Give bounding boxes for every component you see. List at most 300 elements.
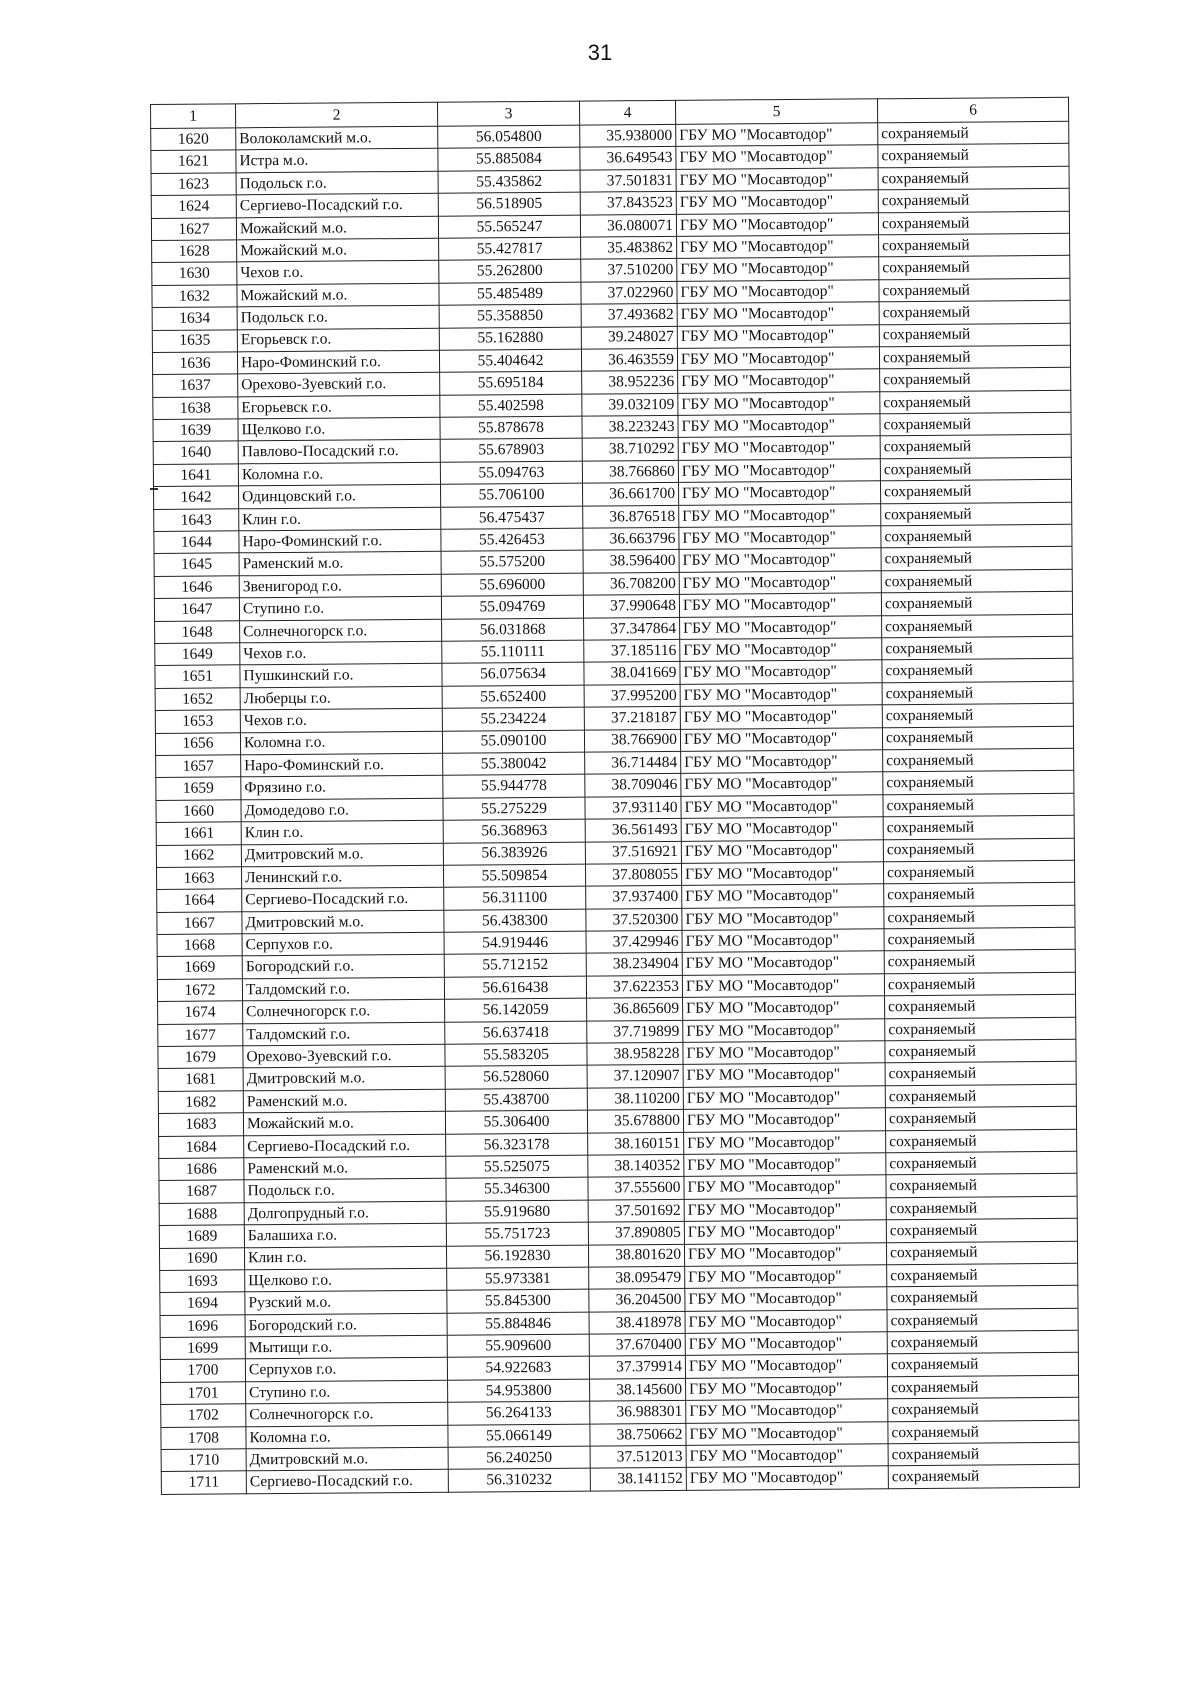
column-header: 3 [437,101,579,126]
row-id-cell: 1700 [160,1359,245,1382]
latitude-cell: 56.192830 [446,1245,588,1269]
latitude-cell: 55.435862 [438,170,580,194]
longitude-cell: 37.510200 [581,259,677,282]
municipality-cell: Фрязино г.о. [241,776,443,800]
status-cell: сохраняемый [878,121,1069,145]
latitude-cell: 55.404642 [439,349,581,373]
status-cell: сохраняемый [881,524,1072,548]
municipality-cell: Истра м.о. [236,149,438,173]
organization-cell: ГБУ МО "Мосавтодор" [685,1332,887,1356]
status-cell: сохраняемый [886,1151,1077,1175]
longitude-cell: 39.248027 [581,326,677,349]
status-cell: сохраняемый [882,614,1073,638]
municipality-cell: Долгопрудный г.о. [244,1201,446,1225]
latitude-cell: 55.695184 [440,371,582,395]
status-cell: сохраняемый [885,1039,1076,1063]
latitude-cell: 55.094763 [440,461,582,485]
organization-cell: ГБУ МО "Мосавтодор" [683,1086,885,1110]
longitude-cell: 36.988301 [590,1401,686,1424]
status-cell: сохраняемый [886,1241,1077,1265]
organization-cell: ГБУ МО "Мосавтодор" [676,168,878,192]
municipality-cell: Павлово-Посадский г.о. [238,440,440,464]
longitude-cell: 38.958228 [587,1042,683,1065]
municipality-cell: Богородский г.о. [245,1313,447,1337]
longitude-cell: 37.520300 [586,908,682,931]
data-table [150,97,1080,1495]
status-cell: сохраняемый [883,860,1074,884]
municipality-cell: Подольск г.о. [237,305,439,329]
municipality-cell: Щелково г.о. [245,1268,447,1292]
status-cell: сохраняемый [882,703,1073,727]
organization-cell: ГБУ МО "Мосавтодор" [677,257,879,281]
longitude-cell: 38.952236 [582,371,678,394]
table-body [151,121,1080,1494]
municipality-cell: Богородский г.о. [242,955,444,979]
status-cell: сохраняемый [885,1106,1076,1130]
row-id-cell: 1647 [154,598,239,621]
organization-cell: ГБУ МО "Мосавтодор" [678,436,880,460]
organization-cell: ГБУ МО "Мосавтодор" [680,705,882,729]
row-id-cell: 1674 [158,1001,243,1024]
status-cell: сохраняемый [880,480,1071,504]
status-cell: сохраняемый [885,1084,1076,1108]
organization-cell: ГБУ МО "Мосавтодор" [686,1399,888,1423]
latitude-cell: 54.919446 [444,931,586,955]
status-cell: сохраняемый [884,905,1075,929]
latitude-cell: 55.427817 [439,237,581,261]
municipality-cell: Сергиево-Посадский г.о. [244,1134,446,1158]
municipality-cell: Раменский м.о. [243,1089,445,1113]
latitude-cell: 56.240250 [448,1446,590,1470]
organization-cell: ГБУ МО "Мосавтодор" [678,459,880,483]
municipality-cell: Можайский м.о. [243,1111,445,1135]
status-cell: сохраняемый [884,883,1075,907]
latitude-cell: 55.094769 [441,595,583,619]
status-cell: сохраняемый [878,211,1069,235]
longitude-cell: 36.708200 [583,572,679,595]
longitude-cell: 37.670400 [589,1333,685,1356]
status-cell: сохраняемый [880,368,1071,392]
row-id-cell: 1643 [154,508,239,531]
longitude-cell: 37.501692 [588,1199,684,1222]
municipality-cell: Рузский м.о. [245,1291,447,1315]
status-cell: сохраняемый [888,1465,1079,1489]
row-id-cell: 1708 [161,1426,246,1449]
row-id-cell: 1645 [154,553,239,576]
municipality-cell: Егорьевск г.о. [237,328,439,352]
municipality-cell: Подольск г.о. [244,1179,446,1203]
organization-cell: ГБУ МО "Мосавтодор" [683,996,885,1020]
longitude-cell: 38.223243 [582,415,678,438]
status-cell: сохраняемый [883,793,1074,817]
organization-cell: ГБУ МО "Мосавтодор" [679,571,881,595]
latitude-cell: 55.712152 [444,954,586,978]
organization-cell: ГБУ МО "Мосавтодор" [677,280,879,304]
organization-cell: ГБУ МО "Мосавтодор" [685,1309,887,1333]
status-cell: сохраняемый [884,950,1075,974]
municipality-cell: Волоколамский м.о. [236,126,438,150]
latitude-cell: 55.919680 [446,1200,588,1224]
organization-cell: ГБУ МО "Мосавтодор" [685,1354,887,1378]
latitude-cell: 55.162880 [439,327,581,351]
status-cell: сохраняемый [882,681,1073,705]
row-id-cell: 1702 [161,1404,246,1427]
organization-cell: ГБУ МО "Мосавтодор" [686,1377,888,1401]
status-cell: сохраняемый [880,435,1071,459]
status-cell: сохраняемый [879,256,1070,280]
municipality-cell: Солнечногорск г.о. [240,619,442,643]
row-id-cell: 1701 [161,1382,246,1405]
row-id-cell: 1686 [159,1158,244,1181]
row-id-cell: 1656 [155,732,240,755]
organization-cell: ГБУ МО "Мосавтодор" [676,145,878,169]
longitude-cell: 38.041669 [584,662,680,685]
row-id-cell: 1699 [160,1337,245,1360]
row-id-cell: 1651 [155,665,240,688]
row-id-cell: 1659 [156,777,241,800]
row-id-cell: 1660 [156,800,241,823]
municipality-cell: Пушкинский г.о. [240,664,442,688]
municipality-cell: Солнечногорск г.о. [243,999,445,1023]
status-cell: сохраняемый [879,345,1070,369]
municipality-cell: Дмитровский м.о. [241,843,443,867]
municipality-cell: Чехов г.о. [240,708,442,732]
latitude-cell: 55.380042 [443,752,585,776]
organization-cell: ГБУ МО "Мосавтодор" [678,391,880,415]
longitude-cell: 38.234904 [586,953,682,976]
row-id-cell: 1646 [154,576,239,599]
longitude-cell: 38.095479 [589,1266,685,1289]
organization-cell: ГБУ МО "Мосавтодор" [684,1153,886,1177]
latitude-cell: 56.264133 [448,1401,590,1425]
organization-cell: ГБУ МО "Мосавтодор" [680,683,882,707]
row-id-cell: 1620 [151,128,236,151]
longitude-cell: 37.347864 [584,617,680,640]
column-header: 4 [579,100,675,125]
latitude-cell: 56.310232 [448,1469,590,1493]
municipality-cell: Подольск г.о. [236,171,438,195]
latitude-cell: 55.262800 [439,259,581,283]
row-id-cell: 1662 [156,844,241,867]
organization-cell: ГБУ МО "Мосавтодор" [678,369,880,393]
status-cell: сохраняемый [881,569,1072,593]
organization-cell: ГБУ МО "Мосавтодор" [685,1265,887,1289]
latitude-cell: 56.518905 [438,192,580,216]
row-id-cell: 1687 [159,1180,244,1203]
latitude-cell: 55.944778 [443,774,585,798]
municipality-cell: Солнечногорск г.о. [246,1402,448,1426]
row-id-cell: 1669 [157,956,242,979]
latitude-cell: 55.878678 [440,416,582,440]
row-id-cell: 1634 [152,307,237,330]
status-cell: сохраняемый [886,1129,1077,1153]
longitude-cell: 37.622353 [586,975,682,998]
municipality-cell: Мытищи г.о. [245,1335,447,1359]
status-cell: сохраняемый [879,323,1070,347]
longitude-cell: 39.032109 [582,393,678,416]
longitude-cell: 37.120907 [587,1065,683,1088]
municipality-cell: Дмитровский м.о. [242,910,444,934]
longitude-cell: 38.801620 [588,1244,684,1267]
status-cell: сохраняемый [887,1353,1078,1377]
municipality-cell: Егорьевск г.о. [238,395,440,419]
organization-cell: ГБУ МО "Мосавтодор" [682,884,884,908]
row-id-cell: 1649 [155,643,240,666]
latitude-cell: 55.696000 [441,573,583,597]
municipality-cell: Раменский м.о. [239,552,441,576]
municipality-cell: Можайский м.о. [237,283,439,307]
longitude-cell: 36.463559 [581,348,677,371]
row-id-cell: 1672 [157,979,242,1002]
latitude-cell: 56.528060 [445,1066,587,1090]
longitude-cell: 38.596400 [583,550,679,573]
municipality-cell: Люберцы г.о. [240,686,442,710]
row-id-cell: 1696 [160,1314,245,1337]
organization-cell: ГБУ МО "Мосавтодор" [681,817,883,841]
longitude-cell: 37.379914 [589,1356,685,1379]
longitude-cell: 37.990648 [583,595,679,618]
status-cell: сохраняемый [882,636,1073,660]
municipality-cell: Одинцовский г.о. [239,484,441,508]
latitude-cell: 54.922683 [447,1357,589,1381]
row-id-cell: 1636 [152,352,237,375]
municipality-cell: Наро-Фоминский г.о. [239,529,441,553]
organization-cell: ГБУ МО "Мосавтодор" [678,481,880,505]
row-id-cell: 1637 [153,374,238,397]
status-cell: сохраняемый [886,1174,1077,1198]
municipality-cell: Коломна г.о. [238,462,440,486]
municipality-cell: Дмитровский м.о. [243,1067,445,1091]
municipality-cell: Сергиево-Посадский г.о. [236,193,438,217]
municipality-cell: Коломна г.о. [240,731,442,755]
row-id-cell: 1642 [154,486,239,509]
longitude-cell: 38.418978 [589,1311,685,1334]
column-header: 1 [151,104,236,129]
row-id-cell: 1683 [158,1113,243,1136]
longitude-cell: 37.022960 [581,281,677,304]
latitude-cell: 56.616438 [444,976,586,1000]
municipality-cell: Домодедово г.о. [241,798,443,822]
column-header: 2 [236,102,438,128]
page-number: 31 [587,40,613,65]
municipality-cell: Орехово-Зуевский г.о. [238,373,440,397]
status-cell: сохраняемый [883,771,1074,795]
organization-cell: ГБУ МО "Мосавтодор" [680,660,882,684]
status-cell: сохраняемый [886,1218,1077,1242]
row-id-cell: 1682 [158,1091,243,1114]
municipality-cell: Наро-Фоминский г.о. [237,350,439,374]
longitude-cell: 38.145600 [590,1378,686,1401]
organization-cell: ГБУ МО "Мосавтодор" [686,1444,888,1468]
organization-cell: ГБУ МО "Мосавтодор" [685,1287,887,1311]
organization-cell: ГБУ МО "Мосавтодор" [682,929,884,953]
row-id-cell: 1632 [152,285,237,308]
organization-cell: ГБУ МО "Мосавтодор" [680,615,882,639]
organization-cell: ГБУ МО "Мосавтодор" [681,772,883,796]
longitude-cell: 37.512013 [590,1445,686,1468]
organization-cell: ГБУ МО "Мосавтодор" [677,324,879,348]
municipality-cell: Талдомский г.о. [243,1022,445,1046]
organization-cell: ГБУ МО "Мосавтодор" [683,1063,885,1087]
row-id-cell: 1663 [156,867,241,890]
status-cell: сохраняемый [883,748,1074,772]
row-id-cell: 1628 [152,240,237,263]
longitude-cell: 36.876518 [583,505,679,528]
row-id-cell: 1667 [157,911,242,934]
row-id-cell: 1661 [156,822,241,845]
organization-cell: ГБУ МО "Мосавтодор" [677,235,879,259]
row-id-cell: 1623 [151,173,236,196]
latitude-cell: 56.311100 [444,886,586,910]
row-id-cell: 1640 [153,441,238,464]
longitude-cell: 35.678800 [587,1110,683,1133]
organization-cell: ГБУ МО "Мосавтодор" [684,1175,886,1199]
longitude-cell: 37.995200 [584,684,680,707]
longitude-cell: 38.709046 [585,774,681,797]
latitude-cell: 54.953800 [448,1379,590,1403]
latitude-cell: 55.845300 [447,1289,589,1313]
organization-cell: ГБУ МО "Мосавтодор" [681,794,883,818]
latitude-cell: 55.909600 [447,1334,589,1358]
status-cell: сохраняемый [887,1308,1078,1332]
row-id-cell: 1644 [154,531,239,554]
status-cell: сохраняемый [881,547,1072,571]
longitude-cell: 36.865609 [587,998,683,1021]
organization-cell: ГБУ МО "Мосавтодор" [680,727,882,751]
status-cell: сохраняемый [882,726,1073,750]
row-id-cell: 1652 [155,688,240,711]
row-id-cell: 1664 [157,889,242,912]
longitude-cell: 37.931140 [585,796,681,819]
organization-cell: ГБУ МО "Мосавтодор" [677,302,879,326]
row-id-cell: 1710 [161,1449,246,1472]
latitude-cell: 56.054800 [438,125,580,149]
organization-cell: ГБУ МО "Мосавтодор" [677,347,879,371]
latitude-cell: 55.525075 [446,1155,588,1179]
organization-cell: ГБУ МО "Мосавтодор" [679,548,881,572]
longitude-cell: 37.185116 [584,639,680,662]
municipality-cell: Ступино г.о. [239,596,441,620]
municipality-cell: Дмитровский м.о. [246,1447,448,1471]
column-header: 6 [877,97,1068,122]
organization-cell: ГБУ МО "Мосавтодор" [683,1018,885,1042]
longitude-cell: 36.080071 [580,214,676,237]
status-cell: сохраняемый [882,659,1073,683]
status-cell: сохраняемый [885,994,1076,1018]
row-id-cell: 1641 [153,464,238,487]
row-id-cell: 1677 [158,1023,243,1046]
row-id-cell: 1648 [155,620,240,643]
row-id-cell: 1684 [159,1135,244,1158]
status-cell: сохраняемый [881,502,1072,526]
organization-cell: ГБУ МО "Мосавтодор" [684,1220,886,1244]
latitude-cell: 55.485489 [439,282,581,306]
latitude-cell: 55.066149 [448,1424,590,1448]
row-id-cell: 1630 [152,262,237,285]
status-cell: сохраняемый [878,144,1069,168]
row-id-cell: 1657 [156,755,241,778]
status-cell: сохраняемый [879,278,1070,302]
organization-cell: ГБУ МО "Мосавтодор" [682,974,884,998]
latitude-cell: 55.275229 [443,797,585,821]
status-cell: сохраняемый [883,838,1074,862]
status-cell: сохраняемый [888,1420,1079,1444]
latitude-cell: 56.438300 [444,909,586,933]
municipality-cell: Раменский м.о. [244,1156,446,1180]
latitude-cell: 55.426453 [441,528,583,552]
latitude-cell: 56.475437 [441,506,583,530]
status-cell: сохраняемый [887,1263,1078,1287]
latitude-cell: 55.234224 [442,707,584,731]
organization-cell: ГБУ МО "Мосавтодор" [683,1041,885,1065]
latitude-cell: 56.637418 [445,1021,587,1045]
row-id-cell: 1653 [155,710,240,733]
longitude-cell: 38.766860 [582,460,678,483]
row-id-cell: 1638 [153,397,238,420]
organization-cell: ГБУ МО "Мосавтодор" [681,750,883,774]
row-id-cell: 1694 [160,1292,245,1315]
row-id-cell: 1621 [151,150,236,173]
municipality-cell: Клин г.о. [239,507,441,531]
row-id-cell: 1693 [160,1270,245,1293]
municipality-cell: Талдомский г.о. [242,977,444,1001]
latitude-cell: 56.075634 [442,662,584,686]
municipality-cell: Сергиево-Посадский г.о. [246,1470,448,1494]
longitude-cell: 37.493682 [581,303,677,326]
status-cell: сохраняемый [878,188,1069,212]
organization-cell: ГБУ МО "Мосавтодор" [676,190,878,214]
status-cell: сохраняемый [885,1017,1076,1041]
column-header: 5 [675,99,877,125]
status-cell: сохраняемый [878,166,1069,190]
status-cell: сохраняемый [888,1398,1079,1422]
longitude-cell: 37.555600 [588,1177,684,1200]
row-id-cell: 1689 [159,1225,244,1248]
municipality-cell: Серпухов г.о. [245,1358,447,1382]
longitude-cell: 38.750662 [590,1423,686,1446]
municipality-cell: Коломна г.о. [246,1425,448,1449]
longitude-cell: 36.649543 [580,147,676,170]
municipality-cell: Ступино г.о. [246,1380,448,1404]
longitude-cell: 36.204500 [589,1289,685,1312]
municipality-cell: Можайский м.о. [237,238,439,262]
status-cell: сохраняемый [887,1286,1078,1310]
municipality-cell: Орехово-Зуевский г.о. [243,1044,445,1068]
latitude-cell: 55.706100 [440,483,582,507]
row-id-cell: 1690 [159,1247,244,1270]
longitude-cell: 36.714484 [585,751,681,774]
latitude-cell: 55.652400 [442,685,584,709]
longitude-cell: 35.938000 [580,124,676,147]
organization-cell: ГБУ МО "Мосавтодор" [679,593,881,617]
municipality-cell: Можайский м.о. [236,216,438,240]
organization-cell: ГБУ МО "Мосавтодор" [682,906,884,930]
municipality-cell: Чехов г.о. [237,261,439,285]
row-id-cell: 1627 [151,217,236,240]
latitude-cell: 55.884846 [447,1312,589,1336]
municipality-cell: Балашиха г.о. [244,1223,446,1247]
organization-cell: ГБУ МО "Мосавтодор" [681,839,883,863]
latitude-cell: 55.678903 [440,439,582,463]
organization-cell: ГБУ МО "Мосавтодор" [680,638,882,662]
organization-cell: ГБУ МО "Мосавтодор" [684,1198,886,1222]
row-id-cell: 1681 [158,1068,243,1091]
latitude-cell: 55.402598 [440,394,582,418]
status-cell: сохраняемый [888,1375,1079,1399]
longitude-cell: 36.661700 [582,483,678,506]
organization-cell: ГБУ МО "Мосавтодор" [682,951,884,975]
longitude-cell: 37.516921 [585,841,681,864]
